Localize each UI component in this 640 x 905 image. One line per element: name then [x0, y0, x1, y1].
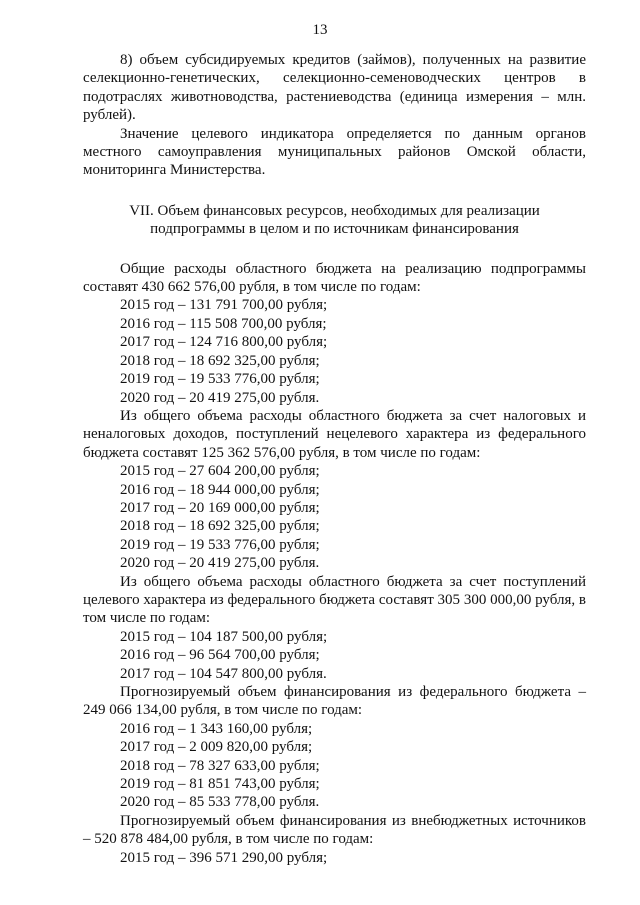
- year-line: 2017 год – 20 169 000,00 рубля;: [120, 499, 320, 516]
- year-line: 2019 год – 81 851 743,00 рубля;: [120, 776, 320, 793]
- paragraph-indicator-note: Значение целевого индикатора определяется по данным органов местного самоуправления муниципальных районов Омской области, мониторинга Министерства.: [83, 125, 586, 179]
- year-line: 2017 год – 104 547 800,00 рубля.: [120, 665, 327, 682]
- funding-block-total: [83, 260, 586, 407]
- section-heading-line-2: подпрограммы в целом и по источникам финансирования: [150, 221, 519, 238]
- year-line: 2020 год – 20 419 275,00 рубля.: [120, 555, 320, 572]
- year-line: 2016 год – 1 343 160,00 рубля;: [120, 720, 313, 737]
- page-content: [83, 51, 586, 867]
- block-paragraph: Из общего объема расходы областного бюджета за счет поступлений целевого характера из федерального бюджета составят 305 300 000,00 рубля, в том числе по годам:: [83, 573, 586, 627]
- section-heading: [83, 202, 586, 239]
- year-line: 2020 год – 20 419 275,00 рубля.: [120, 389, 320, 406]
- year-line: 2020 год – 85 533 778,00 рубля.: [120, 794, 320, 811]
- year-line: 2015 год – 131 791 700,00 рубля;: [120, 297, 328, 314]
- block-paragraph: Прогнозируемый объем финансирования из внебюджетных источников – 520 878 484,00 рубля, в том числе по годам:: [83, 812, 586, 848]
- year-line: 2015 год – 104 187 500,00 рубля;: [120, 628, 328, 645]
- year-line: 2017 год – 124 716 800,00 рубля;: [120, 334, 328, 351]
- year-line: 2018 год – 18 692 325,00 рубля;: [120, 352, 320, 369]
- year-line: 2015 год – 27 604 200,00 рубля;: [120, 463, 320, 480]
- year-line: 2018 год – 78 327 633,00 рубля;: [120, 757, 320, 774]
- year-line: 2016 год – 115 508 700,00 рубля;: [120, 315, 327, 332]
- funding-block-targeted-federal: [83, 573, 586, 683]
- block-paragraph: Прогнозируемый объем финансирования из федерального бюджета – 249 066 134,00 рубля, в том числе по годам:: [83, 684, 586, 719]
- block-paragraph: Общие расходы областного бюджета на реализацию подпрограммы составят 430 662 576,00 рубля, в том числе по годам:: [83, 260, 586, 296]
- paragraph-item-8: 8) объем субсидируемых кредитов (займов), полученных на развитие селекционно-генетических, селекционно-семеноводческих центров в подотраслях животноводства, растениеводства (единица измерения – млн. рублей).: [83, 52, 586, 124]
- page-number: 13: [312, 22, 328, 38]
- year-line: 2017 год – 2 009 820,00 рубля;: [120, 739, 313, 756]
- year-line: 2015 год – 396 571 290,00 рубля;: [120, 849, 328, 866]
- funding-block-tax-revenue: [83, 407, 586, 573]
- year-line: 2019 год – 19 533 776,00 рубля;: [120, 536, 320, 553]
- year-line: 2016 год – 96 564 700,00 рубля;: [120, 647, 320, 664]
- funding-block-extrabudgetary: [83, 812, 586, 867]
- section-heading-line-1: VII. Объем финансовых ресурсов, необходимых для реализации: [129, 202, 540, 219]
- funding-block-federal-forecast: [83, 683, 586, 812]
- block-paragraph: Из общего объема расходы областного бюджета за счет налоговых и неналоговых доходов, поступлений нецелевого характера из федерального бюджета составят 125 362 576,00 рубля, в том числе по годам:: [83, 407, 586, 461]
- year-line: 2016 год – 18 944 000,00 рубля;: [120, 481, 320, 498]
- year-line: 2019 год – 19 533 776,00 рубля;: [120, 371, 320, 388]
- year-line: 2018 год – 18 692 325,00 рубля;: [120, 518, 320, 535]
